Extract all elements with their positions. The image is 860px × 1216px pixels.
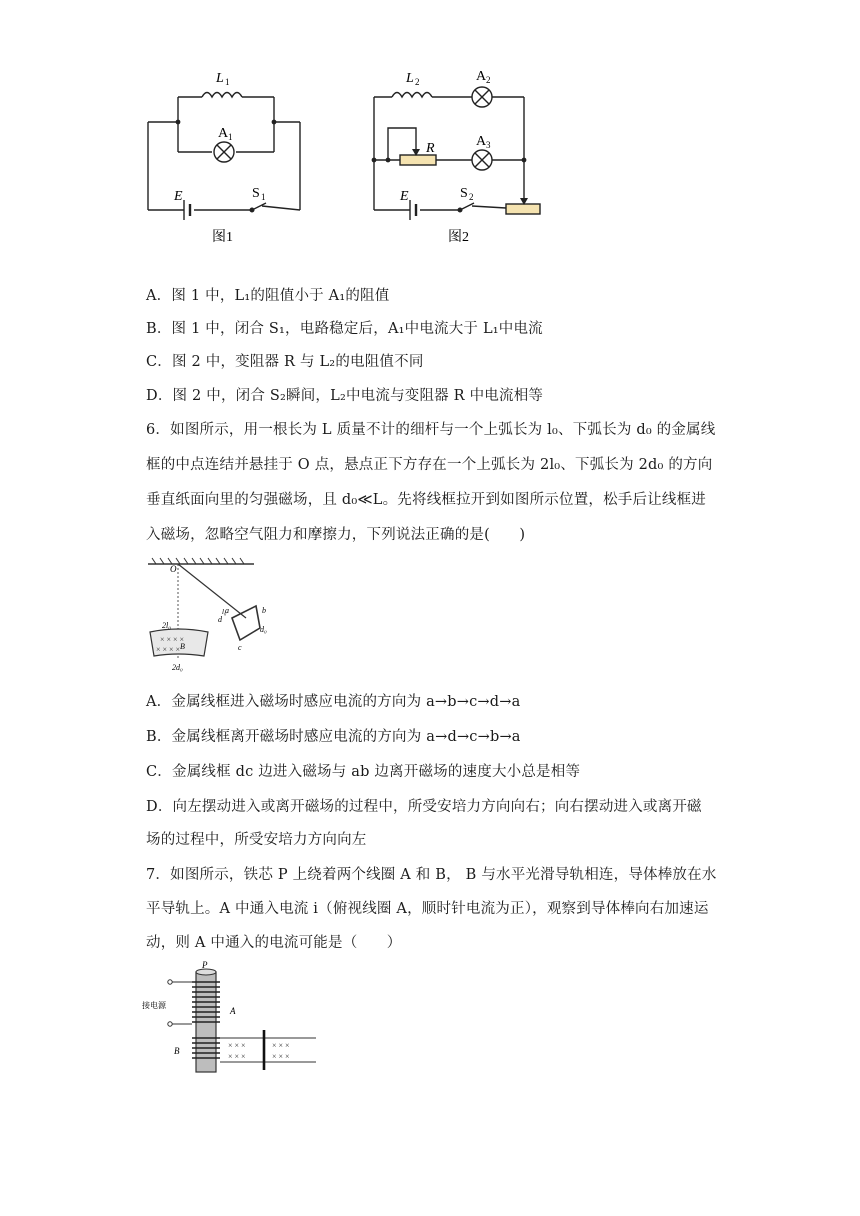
lamp-2-label-sub: 2 <box>486 75 491 85</box>
inductor-2-label: L <box>406 71 414 86</box>
frame-corner-c: c <box>238 643 242 652</box>
coil-b-label: B <box>174 1046 180 1056</box>
rheostat-label: R <box>426 141 435 156</box>
svg-text:× × × ×: × × × × <box>156 645 181 654</box>
field-bottom-arc-label: 2d₀ <box>172 663 183 672</box>
q5-option-a: A．图 1 中，L₁的阻值小于 A₁的阻值 <box>146 288 390 304</box>
q5-option-c: C．图 2 中，变阻器 R 与 L₂的电阻值不同 <box>146 354 424 370</box>
pivot-label: O <box>170 564 177 574</box>
q7-stem-line-2: 平导轨上。A 中通入电流 i（俯视线圈 A，顺时针电流为正），观察到导体棒向右加速运 <box>146 901 709 917</box>
frame-corner-a: a <box>225 606 229 615</box>
q7-stem-line-1: 7．如图所示，铁芯 P 上绕着两个线圈 A 和 B， B 与水平光滑导轨相连，导体棒放在水 <box>146 867 717 883</box>
frame-top-arc-label: l₀ <box>222 608 227 616</box>
figure-2-caption: 图2 <box>448 230 469 245</box>
core-label: P <box>202 960 208 970</box>
switch-label: S <box>252 186 260 201</box>
switch-label-sub: 1 <box>261 192 266 202</box>
lamp-label-sub: 1 <box>228 132 233 142</box>
source-label: E <box>174 189 183 204</box>
q7-stem-line-3: 动，则 A 中通入的电流可能是（ ） <box>146 935 402 951</box>
q6-stem-line-1: 6．如图所示，用一根长为 L 质量不计的细杆与一个上弧长为 l₀、下弧长为 d₀ 的金属线 <box>146 422 716 438</box>
q5-option-d: D．图 2 中，闭合 S₂瞬间，L₂中电流与变阻器 R 中电流相等 <box>146 388 544 404</box>
q6-option-a: A．金属线框进入磁场时感应电流的方向为 a→b→c→d→a <box>146 694 521 710</box>
circuit-figure-1 <box>140 60 320 250</box>
q6-stem-line-3: 垂直纸面向里的匀强磁场，且 d₀≪L。先将线框拉开到如图所示位置，松手后让线框进 <box>146 492 707 508</box>
svg-text:× × ×: × × × <box>228 1052 246 1061</box>
switch-2-label: S <box>460 186 468 201</box>
frame-bottom-arc-label: d₀ <box>260 625 267 634</box>
q6-option-d-line-2: 场的过程中，所受安培力方向向左 <box>146 832 367 848</box>
q6-option-b: B．金属线框离开磁场时感应电流的方向为 a→d→c→b→a <box>146 729 521 745</box>
frame-corner-b: b <box>262 606 266 615</box>
lamp-3-label-sub: 3 <box>486 140 491 150</box>
q6-stem-line-2: 框的中点连结并悬挂于 O 点，悬点正下方存在一个上弧长为 2l₀、下弧长为 2d₀ 的方向 <box>146 457 713 473</box>
svg-text:× × ×: × × × <box>272 1041 290 1050</box>
q6-stem-line-4: 入磁场，忽略空气阻力和摩擦力，下列说法正确的是( ) <box>146 527 526 543</box>
field-label: B <box>180 642 185 651</box>
inductor-2-label-sub: 2 <box>415 77 420 87</box>
frame-corner-d: d <box>218 615 222 624</box>
inductor-label: L <box>216 71 224 86</box>
pendulum-figure <box>144 556 294 680</box>
lamp-label: A <box>218 126 229 141</box>
q6-option-c: C．金属线框 dc 边进入磁场与 ab 边离开磁场的速度大小总是相等 <box>146 764 581 780</box>
q6-option-d-line-1: D．向左摆动进入或离开磁场的过程中，所受安培力方向向右；向右摆动进入或离开磁 <box>146 799 702 815</box>
switch-2-label-sub: 2 <box>469 192 474 202</box>
inductor-label-sub: 1 <box>225 77 230 87</box>
q5-option-b: B．图 1 中，闭合 S₁，电路稳定后，A₁中电流大于 L₁中电流 <box>146 321 543 337</box>
lamp-2-label: A <box>476 69 487 84</box>
field-top-arc-label: 2l₀ <box>162 621 172 630</box>
svg-text:× × × ×: × × × × <box>160 635 185 644</box>
power-source-label: 接电源 <box>142 1001 166 1010</box>
figure-1-caption: 图1 <box>212 230 233 245</box>
lamp-3-label: A <box>476 134 487 149</box>
svg-text:× × ×: × × × <box>272 1052 290 1061</box>
source-2-label: E <box>400 189 409 204</box>
coil-figure <box>140 958 320 1078</box>
circuit-figure-2 <box>366 60 556 250</box>
coil-a-label: A <box>230 1006 236 1016</box>
svg-text:× × ×: × × × <box>228 1041 246 1050</box>
